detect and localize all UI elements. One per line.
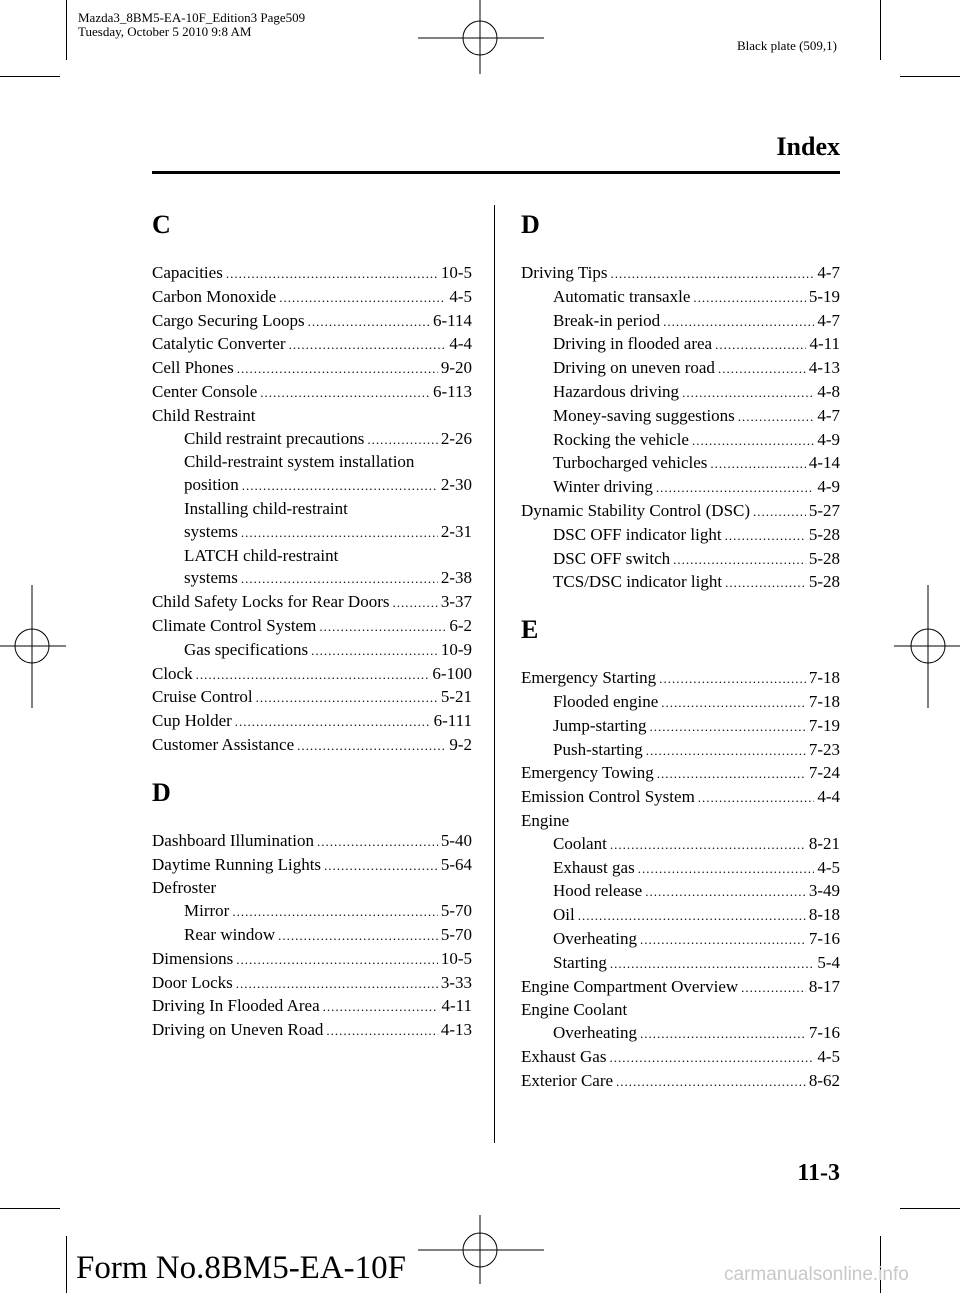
entry-page: 4-8 [817, 381, 840, 401]
entry-label: Driving in flooded area [553, 334, 713, 354]
dot-leader [657, 763, 806, 786]
dot-leader [236, 949, 438, 972]
entry-page: 7-24 [808, 763, 840, 783]
entry-page: 8-17 [808, 976, 840, 996]
dot-leader [326, 1020, 437, 1043]
entry-label: Driving on Uneven Road [152, 1020, 324, 1040]
entry-label: Exhaust Gas [521, 1046, 607, 1066]
index-entry [521, 667, 840, 691]
dot-leader [638, 858, 815, 881]
index-entry [152, 333, 472, 357]
entry-label: Rocking the vehicle [553, 429, 689, 449]
entry-label: Child Restraint [152, 405, 256, 425]
print-date-line: Tuesday, October 5 2010 9:8 AM [78, 24, 252, 39]
entry-label: Rear window [184, 924, 276, 944]
entry-page: 6-100 [432, 663, 472, 683]
dot-leader [317, 831, 438, 854]
entry-label: Engine Compartment Overview [521, 976, 739, 996]
entry-label: Jump-starting [553, 715, 647, 735]
dot-leader [646, 740, 806, 763]
entry-label: Automatic transaxle [553, 286, 691, 306]
index-subentry [152, 639, 472, 663]
watermark: carmanualsonline.info [724, 1264, 909, 1285]
dot-leader [235, 711, 431, 734]
entry-page: 3-49 [808, 881, 840, 901]
entry-label: Cruise Control [152, 687, 253, 707]
entry-label: Dynamic Stability Control (DSC) [521, 500, 751, 520]
index-entry [152, 405, 472, 428]
entry-label: Hood release [553, 881, 643, 901]
dot-leader [610, 953, 814, 976]
dot-leader [297, 735, 446, 758]
index-right-column [521, 210, 840, 1094]
entry-page: 4-7 [817, 263, 840, 282]
entry-label: DSC OFF indicator light [553, 524, 722, 544]
dot-leader [650, 716, 806, 739]
entry-page: 7-16 [808, 1023, 840, 1043]
entry-label: Overheating [553, 928, 638, 948]
index-entry [152, 948, 472, 972]
entry-label: Engine [521, 810, 570, 830]
entry-label: Oil [553, 905, 575, 925]
index-subentry [521, 952, 840, 976]
entry-label: systems [184, 521, 238, 541]
index-subentry [521, 405, 840, 429]
index-subentry [521, 928, 840, 952]
dot-leader [308, 311, 430, 334]
index-entry [521, 786, 840, 810]
entry-page: 5-19 [808, 286, 840, 306]
entry-page: 7-18 [808, 668, 840, 688]
section-letter: C [152, 210, 171, 239]
index-entry [521, 762, 840, 786]
dot-leader [241, 568, 438, 591]
entry-page: 5-28 [808, 572, 840, 592]
dot-leader [741, 977, 806, 1000]
entry-page: 7-18 [808, 691, 840, 711]
dot-leader [278, 925, 438, 948]
dot-leader [616, 1071, 806, 1094]
index-entry [152, 381, 472, 405]
index-subentry [521, 429, 840, 453]
dot-leader [279, 287, 446, 310]
dot-leader [656, 477, 814, 500]
entry-page: 8-21 [808, 833, 840, 853]
index-entry [152, 995, 472, 1019]
entry-label: Dashboard Illumination [152, 830, 314, 850]
dot-leader [640, 929, 806, 952]
dot-leader [578, 905, 806, 928]
entry-label: Mirror [184, 901, 230, 921]
entry-page: 3-33 [440, 972, 472, 992]
dot-leader [319, 616, 446, 639]
entry-label: Engine Coolant [521, 1000, 628, 1020]
entry-page: 2-31 [440, 521, 472, 541]
dot-leader [289, 334, 447, 357]
index-subentry [521, 286, 840, 310]
entry-page: 4-11 [809, 334, 840, 354]
dot-leader [323, 996, 439, 1019]
index-entry [521, 1046, 840, 1070]
index-entry [152, 1019, 472, 1043]
index-subentry [521, 715, 840, 739]
index-subentry [521, 857, 840, 881]
index-entry [521, 976, 840, 1000]
dot-leader [610, 263, 814, 286]
entry-page: 5-70 [440, 901, 472, 921]
entry-label: Exhaust gas [553, 857, 635, 877]
page-number: 11-3 [797, 1160, 840, 1186]
entry-page: 5-28 [808, 548, 840, 568]
index-subentry [521, 357, 840, 381]
entry-page: 6-114 [432, 310, 472, 330]
dot-leader [367, 429, 437, 452]
dot-leader [242, 475, 438, 498]
entry-page: 4-5 [449, 286, 472, 306]
entry-label: Driving Tips [521, 263, 608, 282]
dot-leader [324, 855, 438, 878]
index-subentry [521, 548, 840, 572]
dot-leader [196, 664, 430, 687]
dot-leader [718, 358, 806, 381]
entry-page: 3-37 [440, 592, 472, 612]
entry-label: LATCH child-restraint [184, 545, 339, 565]
dot-leader [659, 668, 806, 691]
entry-page: 9-2 [449, 734, 472, 754]
entry-label: Cargo Securing Loops [152, 310, 305, 330]
entry-page: 4-11 [441, 996, 472, 1016]
dot-leader [392, 592, 437, 615]
entry-label: Emergency Starting [521, 668, 657, 688]
index-subentry [521, 1022, 840, 1046]
entry-label: Center Console [152, 381, 258, 401]
index-entry [521, 1070, 840, 1094]
entry-label: Break-in period [553, 310, 661, 330]
entry-page: 2-30 [440, 475, 472, 495]
entry-page: 8-18 [808, 905, 840, 925]
entry-label: Daytime Running Lights [152, 854, 322, 874]
column-divider [494, 205, 495, 1143]
index-entry [152, 357, 472, 381]
index-subentry [152, 567, 472, 591]
index-subentry [152, 900, 472, 924]
entry-page: 5-21 [440, 687, 472, 707]
dot-leader [710, 453, 805, 476]
index-entry [152, 710, 472, 734]
page-title: Index [776, 132, 840, 161]
dot-leader [645, 881, 806, 904]
dot-leader [237, 358, 438, 381]
dot-leader [610, 834, 806, 857]
entry-page: 4-13 [808, 358, 840, 378]
entry-page: 4-7 [817, 405, 840, 425]
print-file-line: Mazda3_8BM5-EA-10F_Edition3 Page509 [78, 10, 306, 25]
entry-label: DSC OFF switch [553, 548, 671, 568]
index-entry [152, 591, 472, 615]
entry-label: Climate Control System [152, 615, 317, 635]
entry-label: Flooded engine [553, 691, 659, 711]
index-entry [152, 734, 472, 758]
dot-leader [715, 334, 806, 357]
entry-label: Installing child-restraint [184, 498, 348, 518]
entry-label: Child restraint precautions [184, 428, 365, 448]
entry-page: 5-64 [440, 854, 472, 874]
entry-label: Customer Assistance [152, 734, 295, 754]
index-subentry [521, 571, 840, 595]
entry-label: TCS/DSC indicator light [553, 572, 723, 592]
dot-leader [725, 525, 806, 548]
entry-page: 4-5 [817, 857, 840, 877]
index-entry [521, 262, 840, 286]
dot-leader [232, 901, 438, 924]
index-entry [152, 830, 472, 854]
form-number: Form No.8BM5-EA-10F [76, 1250, 407, 1286]
dot-leader [256, 687, 438, 710]
dot-leader [226, 263, 438, 286]
entry-page: 10-9 [440, 639, 472, 659]
index-entry [152, 854, 472, 878]
section-letter: E [521, 615, 539, 645]
entry-page: 4-5 [817, 1046, 840, 1066]
entry-label: position [184, 475, 239, 495]
dot-leader [753, 501, 806, 524]
index-entry [152, 615, 472, 639]
entry-label: Push-starting [553, 739, 643, 759]
entry-page: 4-4 [817, 787, 840, 807]
index-entry [521, 500, 840, 524]
entry-label: Catalytic Converter [152, 334, 286, 354]
entry-page: 4-4 [449, 334, 472, 354]
entry-label: Clock [152, 663, 193, 683]
entry-label: systems [184, 568, 238, 588]
dot-leader [640, 1023, 806, 1046]
entry-label: Gas specifications [184, 639, 309, 659]
entry-page: 6-111 [433, 711, 472, 731]
entry-page: 5-27 [808, 500, 840, 520]
entry-label: Hazardous driving [553, 381, 680, 401]
title-rule [152, 171, 840, 174]
dot-leader [673, 549, 806, 572]
index-subentry [521, 381, 840, 405]
entry-label: Winter driving [553, 477, 653, 497]
index-subentry [521, 904, 840, 928]
entry-label: Driving on uneven road [553, 358, 715, 378]
entry-label: Emission Control System [521, 787, 695, 807]
dot-leader [692, 430, 814, 453]
entry-page: 5-70 [440, 924, 472, 944]
index-entry [152, 286, 472, 310]
dot-leader [260, 382, 430, 405]
index-left-column [152, 210, 472, 1043]
entry-page: 5-28 [808, 524, 840, 544]
entry-label: Money-saving suggestions [553, 405, 735, 425]
index-subentry [521, 524, 840, 548]
index-subentry [521, 310, 840, 334]
index-subentry [521, 333, 840, 357]
entry-label: Emergency Towing [521, 763, 654, 783]
entry-page: 10-5 [440, 948, 472, 968]
index-subentry [152, 474, 472, 498]
index-entry [152, 972, 472, 996]
entry-page: 2-38 [440, 568, 472, 588]
entry-label: Coolant [553, 833, 607, 853]
entry-label: Exterior Care [521, 1070, 614, 1090]
dot-leader [609, 1047, 814, 1070]
entry-label: Cell Phones [152, 358, 234, 378]
entry-label: Turbocharged vehicles [553, 453, 708, 473]
entry-page: 7-16 [808, 928, 840, 948]
index-subentry [152, 521, 472, 545]
index-subentry [521, 880, 840, 904]
entry-label: Door Locks [152, 972, 233, 992]
index-subentry [521, 476, 840, 500]
entry-page: 9-20 [440, 358, 472, 378]
entry-page: 4-14 [808, 453, 840, 473]
entry-page: 5-4 [817, 952, 840, 972]
entry-page: 6-113 [432, 381, 472, 401]
index-subentry [152, 924, 472, 948]
entry-label: Driving In Flooded Area [152, 996, 320, 1016]
dot-leader [311, 640, 438, 663]
index-subentry [152, 545, 472, 568]
entry-page: 7-23 [808, 739, 840, 759]
dot-leader [725, 572, 806, 595]
entry-page: 4-9 [817, 429, 840, 449]
index-subentry [521, 691, 840, 715]
dot-leader [241, 522, 438, 545]
entry-page: 4-7 [817, 310, 840, 330]
entry-label: Child Safety Locks for Rear Doors [152, 592, 390, 612]
entry-page: 8-62 [808, 1070, 840, 1090]
entry-page: 5-40 [440, 830, 472, 850]
dot-leader [236, 973, 438, 996]
entry-label: Overheating [553, 1023, 638, 1043]
index-subentry [521, 739, 840, 763]
index-subentry [521, 833, 840, 857]
entry-label: Child-restraint system installation [184, 452, 415, 472]
entry-label: Cup Holder [152, 711, 232, 731]
index-entry [521, 999, 840, 1022]
index-entry [152, 310, 472, 334]
entry-label: Starting [553, 952, 607, 972]
dot-leader [661, 692, 806, 715]
entry-page: 6-2 [449, 615, 472, 635]
entry-page: 2-26 [440, 428, 472, 448]
index-subentry [152, 451, 472, 474]
entry-page: 4-13 [440, 1020, 472, 1040]
index-subentry [152, 498, 472, 521]
section-letter: D [152, 777, 171, 807]
index-entry [152, 663, 472, 687]
entry-label: Capacities [152, 263, 223, 282]
index-subentry [152, 428, 472, 452]
dot-leader [738, 406, 815, 429]
entry-page: 4-9 [817, 477, 840, 497]
print-plate: Black plate (509,1) [737, 38, 837, 53]
entry-label: Carbon Monoxide [152, 286, 277, 306]
dot-leader [663, 311, 814, 334]
entry-label: Defroster [152, 878, 217, 898]
index-entry [152, 262, 472, 286]
dot-leader [698, 787, 815, 810]
index-entry [152, 686, 472, 710]
entry-page: 10-5 [440, 263, 472, 282]
entry-label: Dimensions [152, 948, 234, 968]
section-letter: D [521, 210, 540, 239]
index-subentry [521, 452, 840, 476]
index-entry [521, 810, 840, 833]
dot-leader [682, 382, 814, 405]
index-entry [152, 877, 472, 900]
entry-page: 7-19 [808, 715, 840, 735]
dot-leader [693, 287, 805, 310]
